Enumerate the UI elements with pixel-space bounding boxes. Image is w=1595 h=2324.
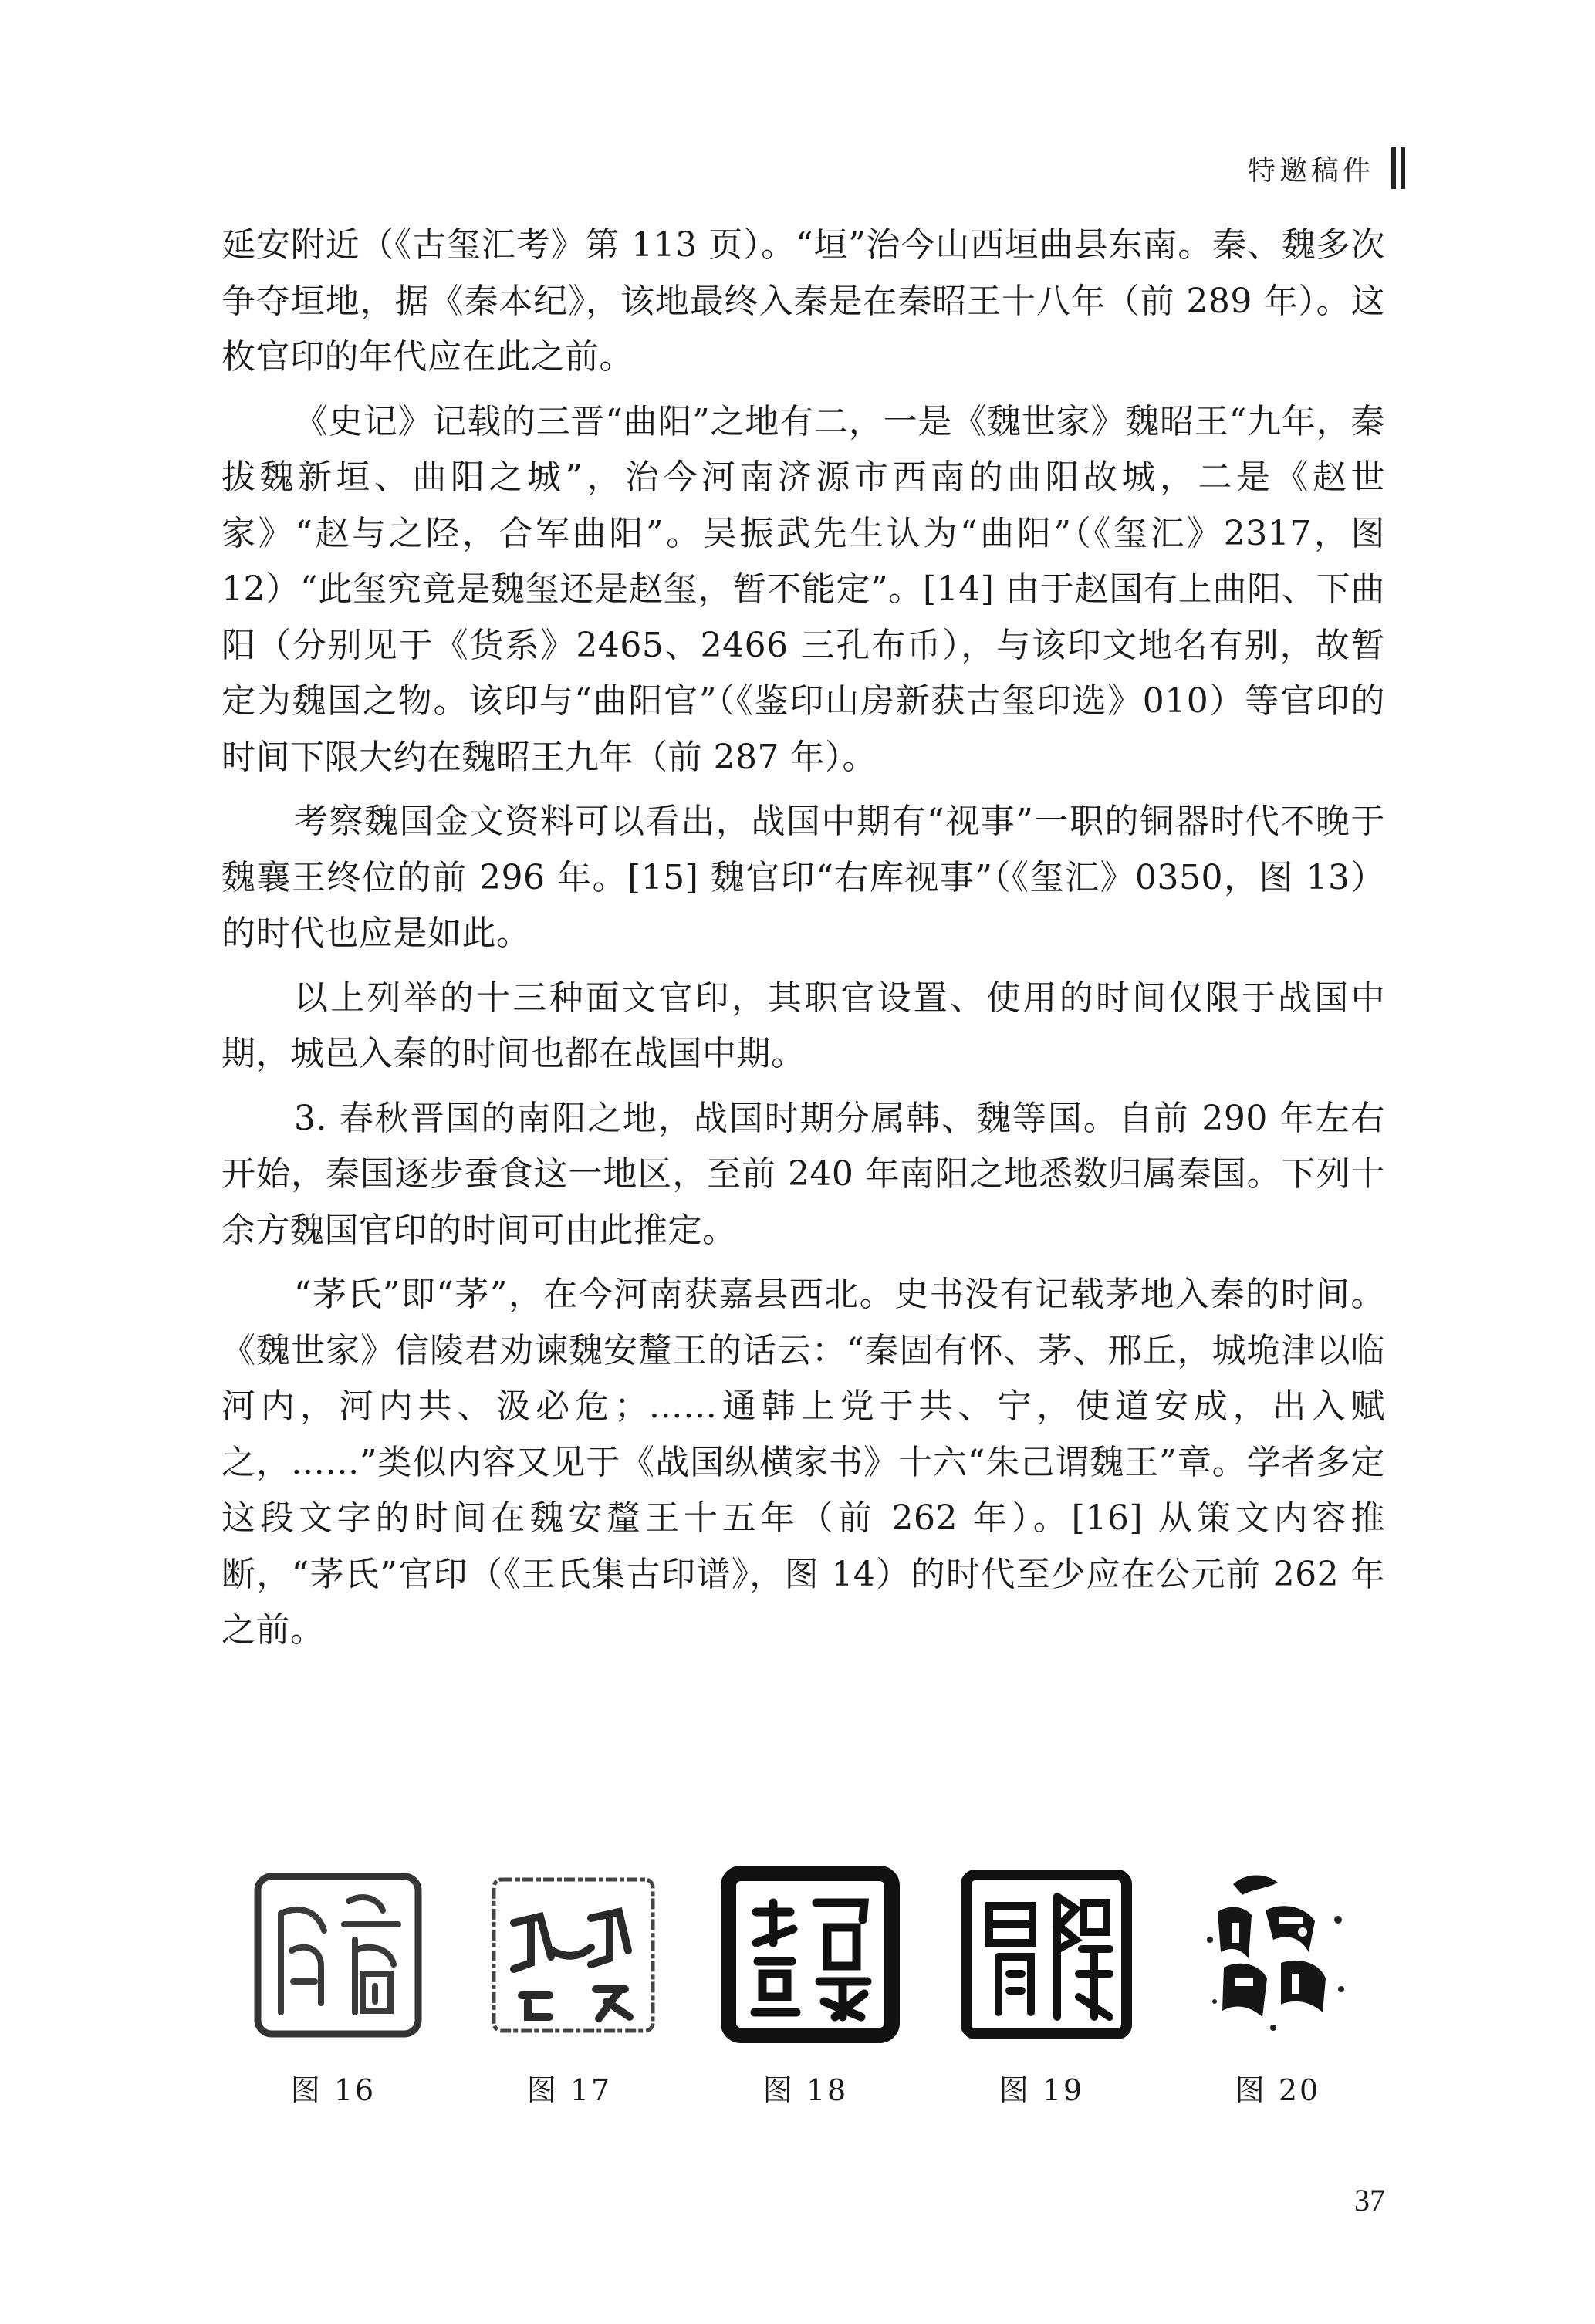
header-rule-icon <box>1391 147 1396 189</box>
figure-caption: 图 17 <box>526 2073 613 2107</box>
paragraph-continued: 延安附近（《古玺汇考》第 113 页）。“垣”治今山西垣曲县东南。秦、魏多次争夺垣地，据《秦本纪》，该地最终入秦是在秦昭王十八年（前 289 年）。这枚官印的年代应在此之前。 <box>221 225 1385 377</box>
page-number: 37 <box>1354 2183 1385 2218</box>
paragraph-shishi: 考察魏国金文资料可以看出，战国中期有“视事”一职的铜器时代不晚于魏襄王终位的前 296 年。[15] 魏官印“右库视事”（《玺汇》0350，图 13）的时代也应是如此。 <box>221 802 1385 953</box>
seal-image-18 <box>719 1866 901 2043</box>
body-text <box>221 218 1385 1667</box>
figure-caption: 图 16 <box>290 2073 377 2107</box>
paragraph-quyang: 《史记》记载的三晋“曲阳”之地有二，一是《魏世家》魏昭王“九年，秦拔魏新垣、曲阳之城”，治今河南济源市西南的曲阳故城，二是《赵世家》“赵与之陉，合军曲阳”。吴振武先生认为“曲阳”（《玺汇》2317，图 12）“此玺究竟是魏玺还是赵玺，暂不能定”。[14] 由于赵国有上曲阳、下曲阳（分别见于《货系》2465、2466 三孔布币），与该印文地名有别，故暂定为魏国之物。该印与“曲阳官”（《鉴印山房新获古玺印选》010）等官印的时间下限大约在魏昭王九年（前 287 年）。 <box>221 401 1385 777</box>
figure-caption: 图 20 <box>1235 2073 1321 2107</box>
paragraph-summary: 以上列举的十三种面文官印，其职官设置、使用的时间仅限于战国中期，城邑入秦的时间也都在战国中期。 <box>221 978 1385 1073</box>
seal-image-19 <box>955 1866 1137 2043</box>
seal-image-20 <box>1187 1866 1369 2043</box>
running-header <box>1248 147 1396 190</box>
figure-captions <box>247 2066 1374 2113</box>
figure-caption: 图 18 <box>762 2073 849 2107</box>
seal-figures <box>247 1866 1374 2043</box>
seal-image-17 <box>483 1866 665 2043</box>
paragraph-maoshi: “茅氏”即“茅”，在今河南获嘉县西北。史书没有记载茅地入秦的时间。《魏世家》信陵君劝谏魏安釐王的话云：“秦固有怀、茅、邢丘，城垝津以临河内，河内共、汲必危；……通韩上党于共、宁，使道安成，出入赋之，……”类似内容又见于《战国纵横家书》十六“朱己谓魏王”章。学者多定这段文字的时间在魏安釐王十五年（前 262 年）。[16] 从策文内容推断，“茅氏”官印（《王氏集古印谱》，图 14）的时代至少应在公元前 262 年之前。 <box>221 1275 1385 1650</box>
seal-image-16 <box>247 1866 429 2043</box>
running-title: 特邀稿件 <box>1247 154 1374 187</box>
figure-caption: 图 19 <box>999 2073 1085 2107</box>
paragraph-nanyang: 3. 春秋晋国的南阳之地，战国时期分属韩、魏等国。自前 290 年左右开始，秦国逐步蚕食这一地区，至前 240 年南阳之地悉数归属秦国。下列十余方魏国官印的时间可由此推定。 <box>221 1098 1385 1250</box>
